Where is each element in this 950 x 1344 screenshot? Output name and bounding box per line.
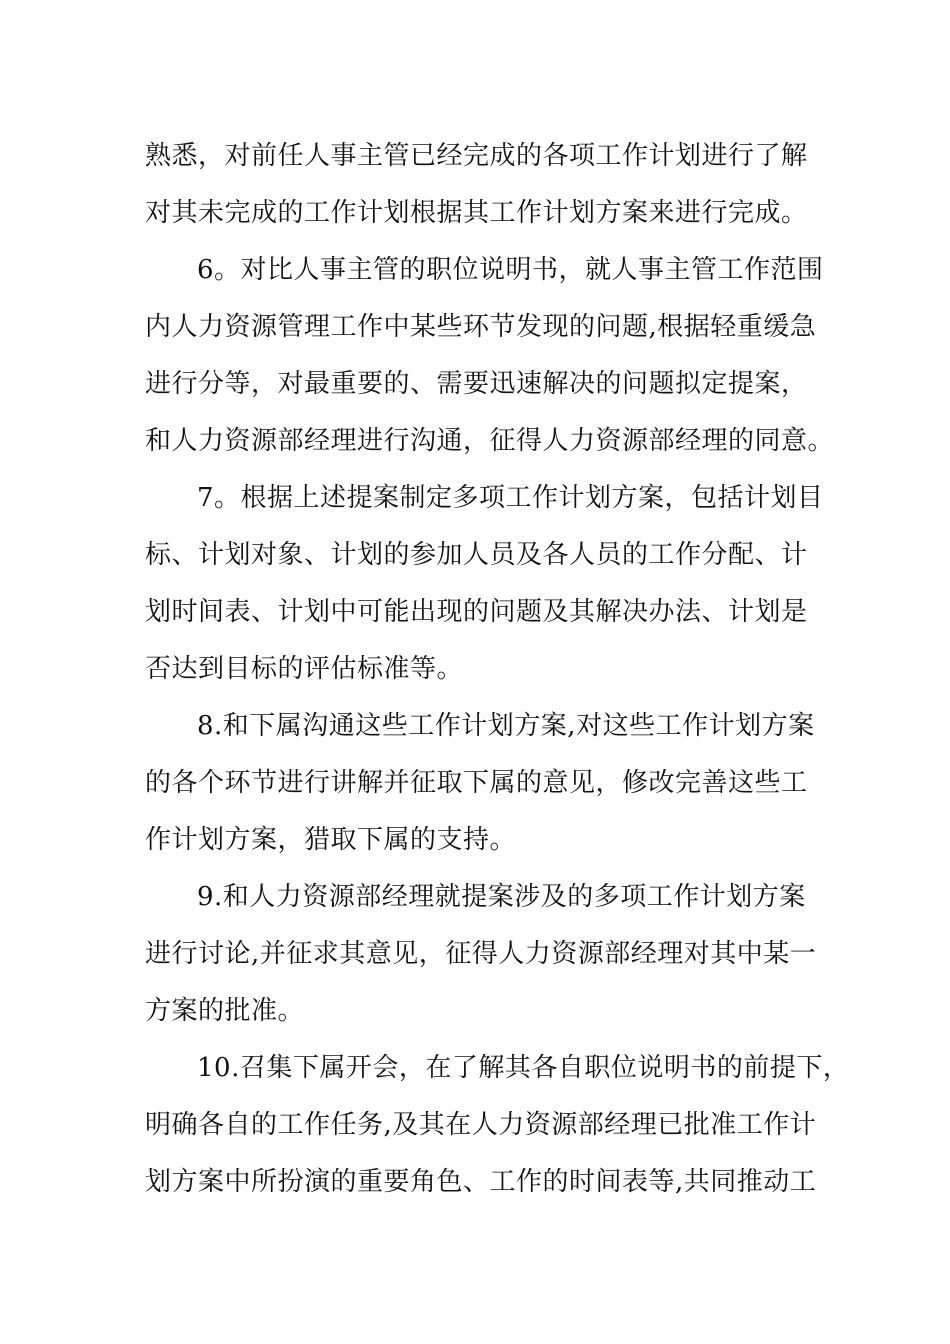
paragraph-line: 标、计划对象、计划的参加人员及各人员的工作分配、计 [145, 540, 808, 570]
paragraph-line: 划方案中所扮演的重要角色、工作的时间表等,共同推动工 [145, 1167, 817, 1197]
paragraph-line: 的各个环节进行讲解并征取下属的意见，修改完善这些工 [145, 768, 808, 798]
paragraph-line: 明确各自的工作任务,及其在人力资源部经理已批准工作计 [145, 1110, 817, 1140]
paragraph-first-line: 9.和人力资源部经理就提案涉及的多项工作计划方案 [197, 882, 806, 912]
paragraph-line: 对其未完成的工作计划根据其工作计划方案来进行完成。 [145, 198, 808, 228]
paragraph-first-line: 6。对比人事主管的职位说明书，就人事主管工作范围 [197, 255, 824, 285]
paragraph-first-line: 8.和下属沟通这些工作计划方案,对这些工作计划方案 [197, 711, 815, 741]
document-body [145, 128, 850, 1211]
paragraph-line: 熟悉，对前任人事主管已经完成的各项工作计划进行了解 [145, 141, 808, 171]
paragraph-line: 否达到目标的评估标准等。 [145, 654, 464, 684]
paragraph-first-line: 10.召集下属开会，在了解其各自职位说明书的前提下， [197, 1053, 850, 1083]
paragraph-line: 作计划方案，猎取下属的支持。 [145, 825, 517, 855]
paragraph-line: 内人力资源管理工作中某些环节发现的问题,根据轻重缓急 [145, 312, 817, 342]
paragraph-first-line: 7。根据上述提案制定多项工作计划方案，包括计划目 [197, 483, 824, 513]
paragraph-line: 进行分等，对最重要的、需要迅速解决的问题拟定提案， [145, 369, 808, 399]
paragraph-line: 进行讨论,并征求其意见，征得人力资源部经理对其中某一 [145, 939, 817, 969]
paragraph-line: 方案的批准。 [145, 996, 305, 1026]
paragraph-line: 划时间表、计划中可能出现的问题及其解决办法、计划是 [145, 597, 808, 627]
paragraph-line: 和人力资源部经理进行沟通，征得人力资源部经理的同意。 [145, 426, 835, 456]
